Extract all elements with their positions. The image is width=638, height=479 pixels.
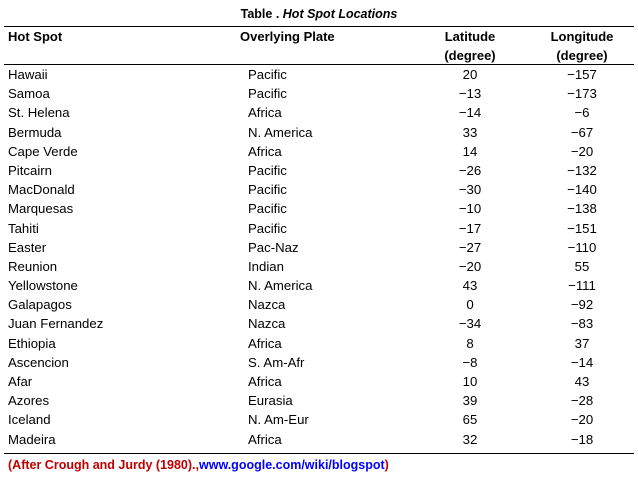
- longitude-cell: −20: [570, 143, 594, 159]
- latitude-cell: 33: [462, 124, 478, 140]
- latitude-cell: −20: [458, 258, 482, 274]
- source-note: [8, 458, 389, 472]
- table-row: [0, 180, 638, 199]
- table-row: [0, 161, 638, 180]
- latitude-cell: 65: [462, 412, 478, 428]
- table-row: [0, 314, 638, 333]
- longitude-cell: −111: [568, 278, 596, 294]
- header-latitude-line1: Latitude: [444, 29, 496, 44]
- hot-spot-cell: Afar: [8, 374, 33, 389]
- latitude-cell: 10: [462, 374, 478, 389]
- plate-cell: N. America: [248, 278, 313, 294]
- latitude-cell: 39: [462, 393, 478, 409]
- latitude-cell: 20: [462, 67, 478, 82]
- latitude-cell: −34: [458, 316, 482, 332]
- plate-cell: Pac-Naz: [248, 239, 299, 255]
- plate-cell: N. America: [248, 124, 313, 140]
- longitude-cell: −157: [567, 67, 597, 82]
- source-citation: (After Crough and Jurdy (1980).,: [8, 458, 199, 472]
- header-latitude-line2: (degree): [444, 48, 496, 63]
- longitude-cell: −67: [570, 124, 594, 140]
- hot-spot-cell: MacDonald: [8, 182, 75, 198]
- plate-cell: Africa: [248, 374, 282, 389]
- hot-spot-cell: St. Helena: [8, 105, 70, 121]
- plate-cell: Indian: [248, 258, 284, 274]
- longitude-cell: 37: [574, 335, 590, 351]
- plate-cell: Pacific: [248, 220, 287, 236]
- plate-cell: Pacific: [248, 67, 287, 82]
- longitude-cell: −140: [567, 182, 597, 198]
- longitude-cell: −20: [570, 412, 594, 428]
- table-row: [0, 430, 638, 449]
- table-row: [0, 219, 638, 238]
- table-row: [0, 238, 638, 257]
- header-longitude-line1: Longitude: [550, 29, 614, 44]
- hot-spot-cell: Tahiti: [8, 220, 39, 236]
- longitude-cell: −173: [567, 86, 597, 102]
- plate-cell: Pacific: [248, 201, 287, 217]
- table-row: [0, 334, 638, 353]
- header-overlying-plate: Overlying Plate: [240, 29, 335, 44]
- longitude-cell: −151: [567, 220, 597, 236]
- hot-spot-cell: Madeira: [8, 431, 56, 447]
- table-title-prefix: Table .: [240, 7, 283, 21]
- longitude-cell: −92: [570, 297, 594, 313]
- plate-cell: Pacific: [248, 86, 287, 102]
- table-row: [0, 410, 638, 429]
- hot-spot-cell: Ascencion: [8, 354, 69, 370]
- hot-spot-cell: Bermuda: [8, 124, 62, 140]
- longitude-cell: −14: [570, 354, 594, 370]
- header-longitude: [540, 27, 624, 65]
- hot-spot-cell: Azores: [8, 393, 50, 409]
- plate-cell: Pacific: [248, 182, 287, 198]
- hot-spot-cell: Samoa: [8, 86, 50, 102]
- plate-cell: Eurasia: [248, 393, 293, 409]
- plate-cell: Nazca: [248, 316, 286, 332]
- latitude-cell: −27: [458, 239, 482, 255]
- plate-cell: Africa: [248, 105, 282, 121]
- table-row: [0, 295, 638, 314]
- latitude-cell: −26: [458, 162, 482, 178]
- latitude-cell: −10: [458, 201, 482, 217]
- table-row: [0, 372, 638, 391]
- table-row: [0, 353, 638, 372]
- longitude-cell: −6: [574, 105, 590, 121]
- latitude-cell: −13: [458, 86, 482, 102]
- table-row: [0, 257, 638, 276]
- latitude-cell: −17: [458, 220, 482, 236]
- latitude-cell: 8: [466, 335, 474, 351]
- source-close-paren: ): [384, 458, 389, 472]
- latitude-cell: 43: [462, 278, 478, 294]
- table-row: [0, 276, 638, 295]
- hot-spot-cell: Yellowstone: [8, 278, 78, 294]
- table-row: [0, 65, 638, 84]
- latitude-cell: −30: [458, 182, 482, 198]
- longitude-cell: 55: [574, 258, 590, 274]
- header-hot-spot: Hot Spot: [8, 29, 63, 44]
- table-row: [0, 391, 638, 410]
- plate-cell: Pacific: [248, 162, 287, 178]
- latitude-cell: −8: [462, 354, 478, 370]
- hot-spot-cell: Galapagos: [8, 297, 72, 313]
- hot-spot-cell: Iceland: [8, 412, 51, 428]
- bottom-rule: [4, 453, 634, 454]
- plate-cell: N. Am-Eur: [248, 412, 309, 428]
- table-row: [0, 103, 638, 122]
- table-title: [0, 7, 638, 21]
- hot-spot-cell: Juan Fernandez: [8, 316, 104, 332]
- hot-spot-cell: Hawaii: [8, 67, 48, 82]
- hot-spot-cell: Easter: [8, 239, 47, 255]
- longitude-cell: −110: [567, 239, 597, 255]
- table-body: [0, 65, 638, 449]
- latitude-cell: −14: [458, 105, 482, 121]
- header-longitude-line2: (degree): [556, 48, 608, 63]
- hot-spot-cell: Cape Verde: [8, 143, 78, 159]
- hot-spot-cell: Marquesas: [8, 201, 74, 217]
- header-latitude: [430, 27, 510, 65]
- table-row: [0, 199, 638, 218]
- plate-cell: Africa: [248, 143, 282, 159]
- plate-cell: Africa: [248, 431, 282, 447]
- table-row: [0, 142, 638, 161]
- table-title-italic: Hot Spot Locations: [282, 7, 398, 21]
- longitude-cell: −18: [570, 431, 594, 447]
- longitude-cell: −132: [567, 162, 597, 178]
- source-link[interactable]: www.google.com/wiki/blogspot: [199, 458, 385, 472]
- plate-cell: S. Am-Afr: [248, 354, 305, 370]
- table-row: [0, 84, 638, 103]
- latitude-cell: 0: [466, 297, 474, 313]
- hot-spot-cell: Reunion: [8, 258, 58, 274]
- longitude-cell: −138: [567, 201, 597, 217]
- plate-cell: Nazca: [248, 297, 286, 313]
- plate-cell: Africa: [248, 335, 282, 351]
- hot-spot-cell: Pitcairn: [8, 162, 52, 178]
- latitude-cell: 14: [462, 143, 478, 159]
- table-row: [0, 123, 638, 142]
- longitude-cell: 43: [574, 374, 590, 389]
- latitude-cell: 32: [462, 431, 478, 447]
- longitude-cell: −28: [570, 393, 594, 409]
- hot-spot-cell: Ethiopia: [8, 335, 56, 351]
- longitude-cell: −83: [570, 316, 594, 332]
